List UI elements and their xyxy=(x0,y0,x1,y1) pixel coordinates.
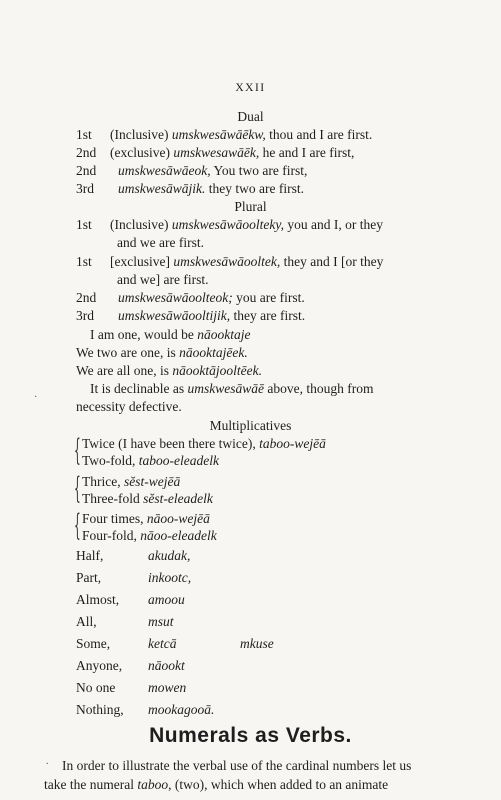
mikmaq-word: nāooktājooltēek. xyxy=(172,363,262,378)
row-number: 2nd xyxy=(76,163,97,178)
row-number: 1st xyxy=(76,217,92,232)
multiplicative-line xyxy=(82,511,210,527)
plural-row xyxy=(76,308,305,324)
word-english: All, xyxy=(76,614,97,629)
dual-heading: Dual xyxy=(237,109,264,124)
word-mikmaq: ketcā xyxy=(148,636,177,651)
row-gloss: You two are first, xyxy=(210,163,308,178)
row-word: umskwesāwājik. xyxy=(118,181,206,196)
text: Twice (I have been there twice), xyxy=(82,436,260,451)
row-number: 3rd xyxy=(76,308,94,323)
brace-icon: { xyxy=(74,471,81,506)
one-line-3 xyxy=(76,363,262,379)
multiplicative-line xyxy=(82,436,326,452)
row-gloss-pre: [exclusive] xyxy=(110,254,174,269)
mikmaq-word: nāooktaje xyxy=(197,327,251,342)
row-word: umskwesāwāoolteky, xyxy=(171,217,284,232)
brace-icon: { xyxy=(74,433,81,468)
row-word: umskwesāwāooltijik, xyxy=(118,308,231,323)
plural-row xyxy=(76,217,383,233)
row-number: 1st xyxy=(76,254,92,269)
row-gloss: they and I [or they xyxy=(280,254,384,269)
row-word: umskwesāwāoolteok; xyxy=(118,290,233,305)
word-mikmaq-alt: mkuse xyxy=(240,636,274,651)
row-number: 2nd xyxy=(76,290,97,305)
word-english: Nothing, xyxy=(76,702,124,717)
text: It is declinable as xyxy=(90,381,188,396)
row-gloss: you are first. xyxy=(232,290,305,305)
word-mikmaq: mookagooā. xyxy=(148,702,215,717)
multiplicatives-heading: Multiplicatives xyxy=(209,418,292,433)
one-line-2 xyxy=(76,345,248,361)
plural-row xyxy=(76,254,383,270)
row-gloss: you and I, or they xyxy=(283,217,383,232)
brace-icon: { xyxy=(74,508,81,543)
page-number: XXII xyxy=(235,82,266,94)
text: above, though from xyxy=(263,381,374,396)
text: , (two), which when added to an animate xyxy=(168,777,389,792)
plural-heading: Plural xyxy=(234,199,267,214)
text: Two-fold, xyxy=(82,453,139,468)
word-mikmaq: nāookt xyxy=(148,658,185,673)
text: We are all one, is xyxy=(76,363,173,378)
row-number: 1st xyxy=(76,127,92,142)
body-line-2 xyxy=(44,777,388,793)
word-english: No one xyxy=(76,680,116,695)
multiplicative-line xyxy=(82,453,219,469)
mikmaq-word: umskwesāwāē xyxy=(187,381,264,396)
plural-row xyxy=(76,290,305,306)
mikmaq-word: nāoo-wejēā xyxy=(146,511,210,526)
mikmaq-word: taboo xyxy=(137,777,169,792)
multiplicative-line xyxy=(82,491,213,507)
row-word: umskwesawāēk, xyxy=(173,145,260,160)
mikmaq-word: taboo-eleadelk xyxy=(138,453,220,468)
text: Thrice, xyxy=(82,474,124,489)
word-english: Half, xyxy=(76,548,104,563)
body-line-1: In order to illustrate the verbal use of the cardinal numbers let us xyxy=(62,758,412,773)
row-number: 3rd xyxy=(76,181,94,196)
row-word: umskwesāwāēkw, xyxy=(171,127,266,142)
row-gloss-pre: (exclusive) xyxy=(110,145,174,160)
row-gloss-pre: (Inclusive) xyxy=(110,217,172,232)
text: We two are one, is xyxy=(76,345,180,360)
row-gloss: he and I are first, xyxy=(259,145,355,160)
row-word: umskwesāwāooltek, xyxy=(173,254,281,269)
print-speck: . xyxy=(46,756,49,767)
dual-row xyxy=(76,163,307,179)
one-line-5: necessity defective. xyxy=(76,399,182,414)
mikmaq-word: sĕst-wejēā xyxy=(123,474,181,489)
word-mikmaq: inkootc, xyxy=(148,570,192,585)
text: Four times, xyxy=(82,511,147,526)
word-mikmaq: amoou xyxy=(148,592,185,607)
dual-row xyxy=(76,145,354,161)
word-english: Part, xyxy=(76,570,102,585)
text: I am one, would be xyxy=(90,327,198,342)
plural-row-continuation: and we] are first. xyxy=(117,272,209,287)
mikmaq-word: taboo-wejēā xyxy=(259,436,326,451)
mikmaq-word: sĕst-eleadelk xyxy=(143,491,213,506)
text: Four-fold, xyxy=(82,528,141,543)
one-line-1 xyxy=(90,327,250,343)
mikmaq-word: nāoo-eleadelk xyxy=(140,528,217,543)
row-gloss: thou and I are first. xyxy=(265,127,373,142)
dual-row xyxy=(76,127,372,143)
row-number: 2nd xyxy=(76,145,97,160)
multiplicative-line xyxy=(82,528,217,544)
row-gloss-pre: (Inclusive) xyxy=(110,127,172,142)
row-gloss: they two are first. xyxy=(205,181,304,196)
print-speck: · xyxy=(34,392,38,403)
row-word: umskwesāwāeok, xyxy=(118,163,211,178)
word-english: Almost, xyxy=(76,592,120,607)
word-mikmaq: mowen xyxy=(148,680,187,695)
section-title: Numerals as Verbs. xyxy=(149,724,352,747)
word-english: Some, xyxy=(76,636,111,651)
multiplicative-line xyxy=(82,474,180,490)
one-line-4 xyxy=(90,381,373,397)
dual-row xyxy=(76,181,304,197)
row-gloss: they are first. xyxy=(230,308,306,323)
text: Three-fold xyxy=(82,491,144,506)
word-mikmaq: akudak, xyxy=(148,548,191,563)
plural-row-continuation: and we are first. xyxy=(117,235,204,250)
word-mikmaq: msut xyxy=(148,614,174,629)
mikmaq-word: nāooktajēek. xyxy=(179,345,248,360)
text: take the numeral xyxy=(44,777,138,792)
word-english: Anyone, xyxy=(76,658,123,673)
